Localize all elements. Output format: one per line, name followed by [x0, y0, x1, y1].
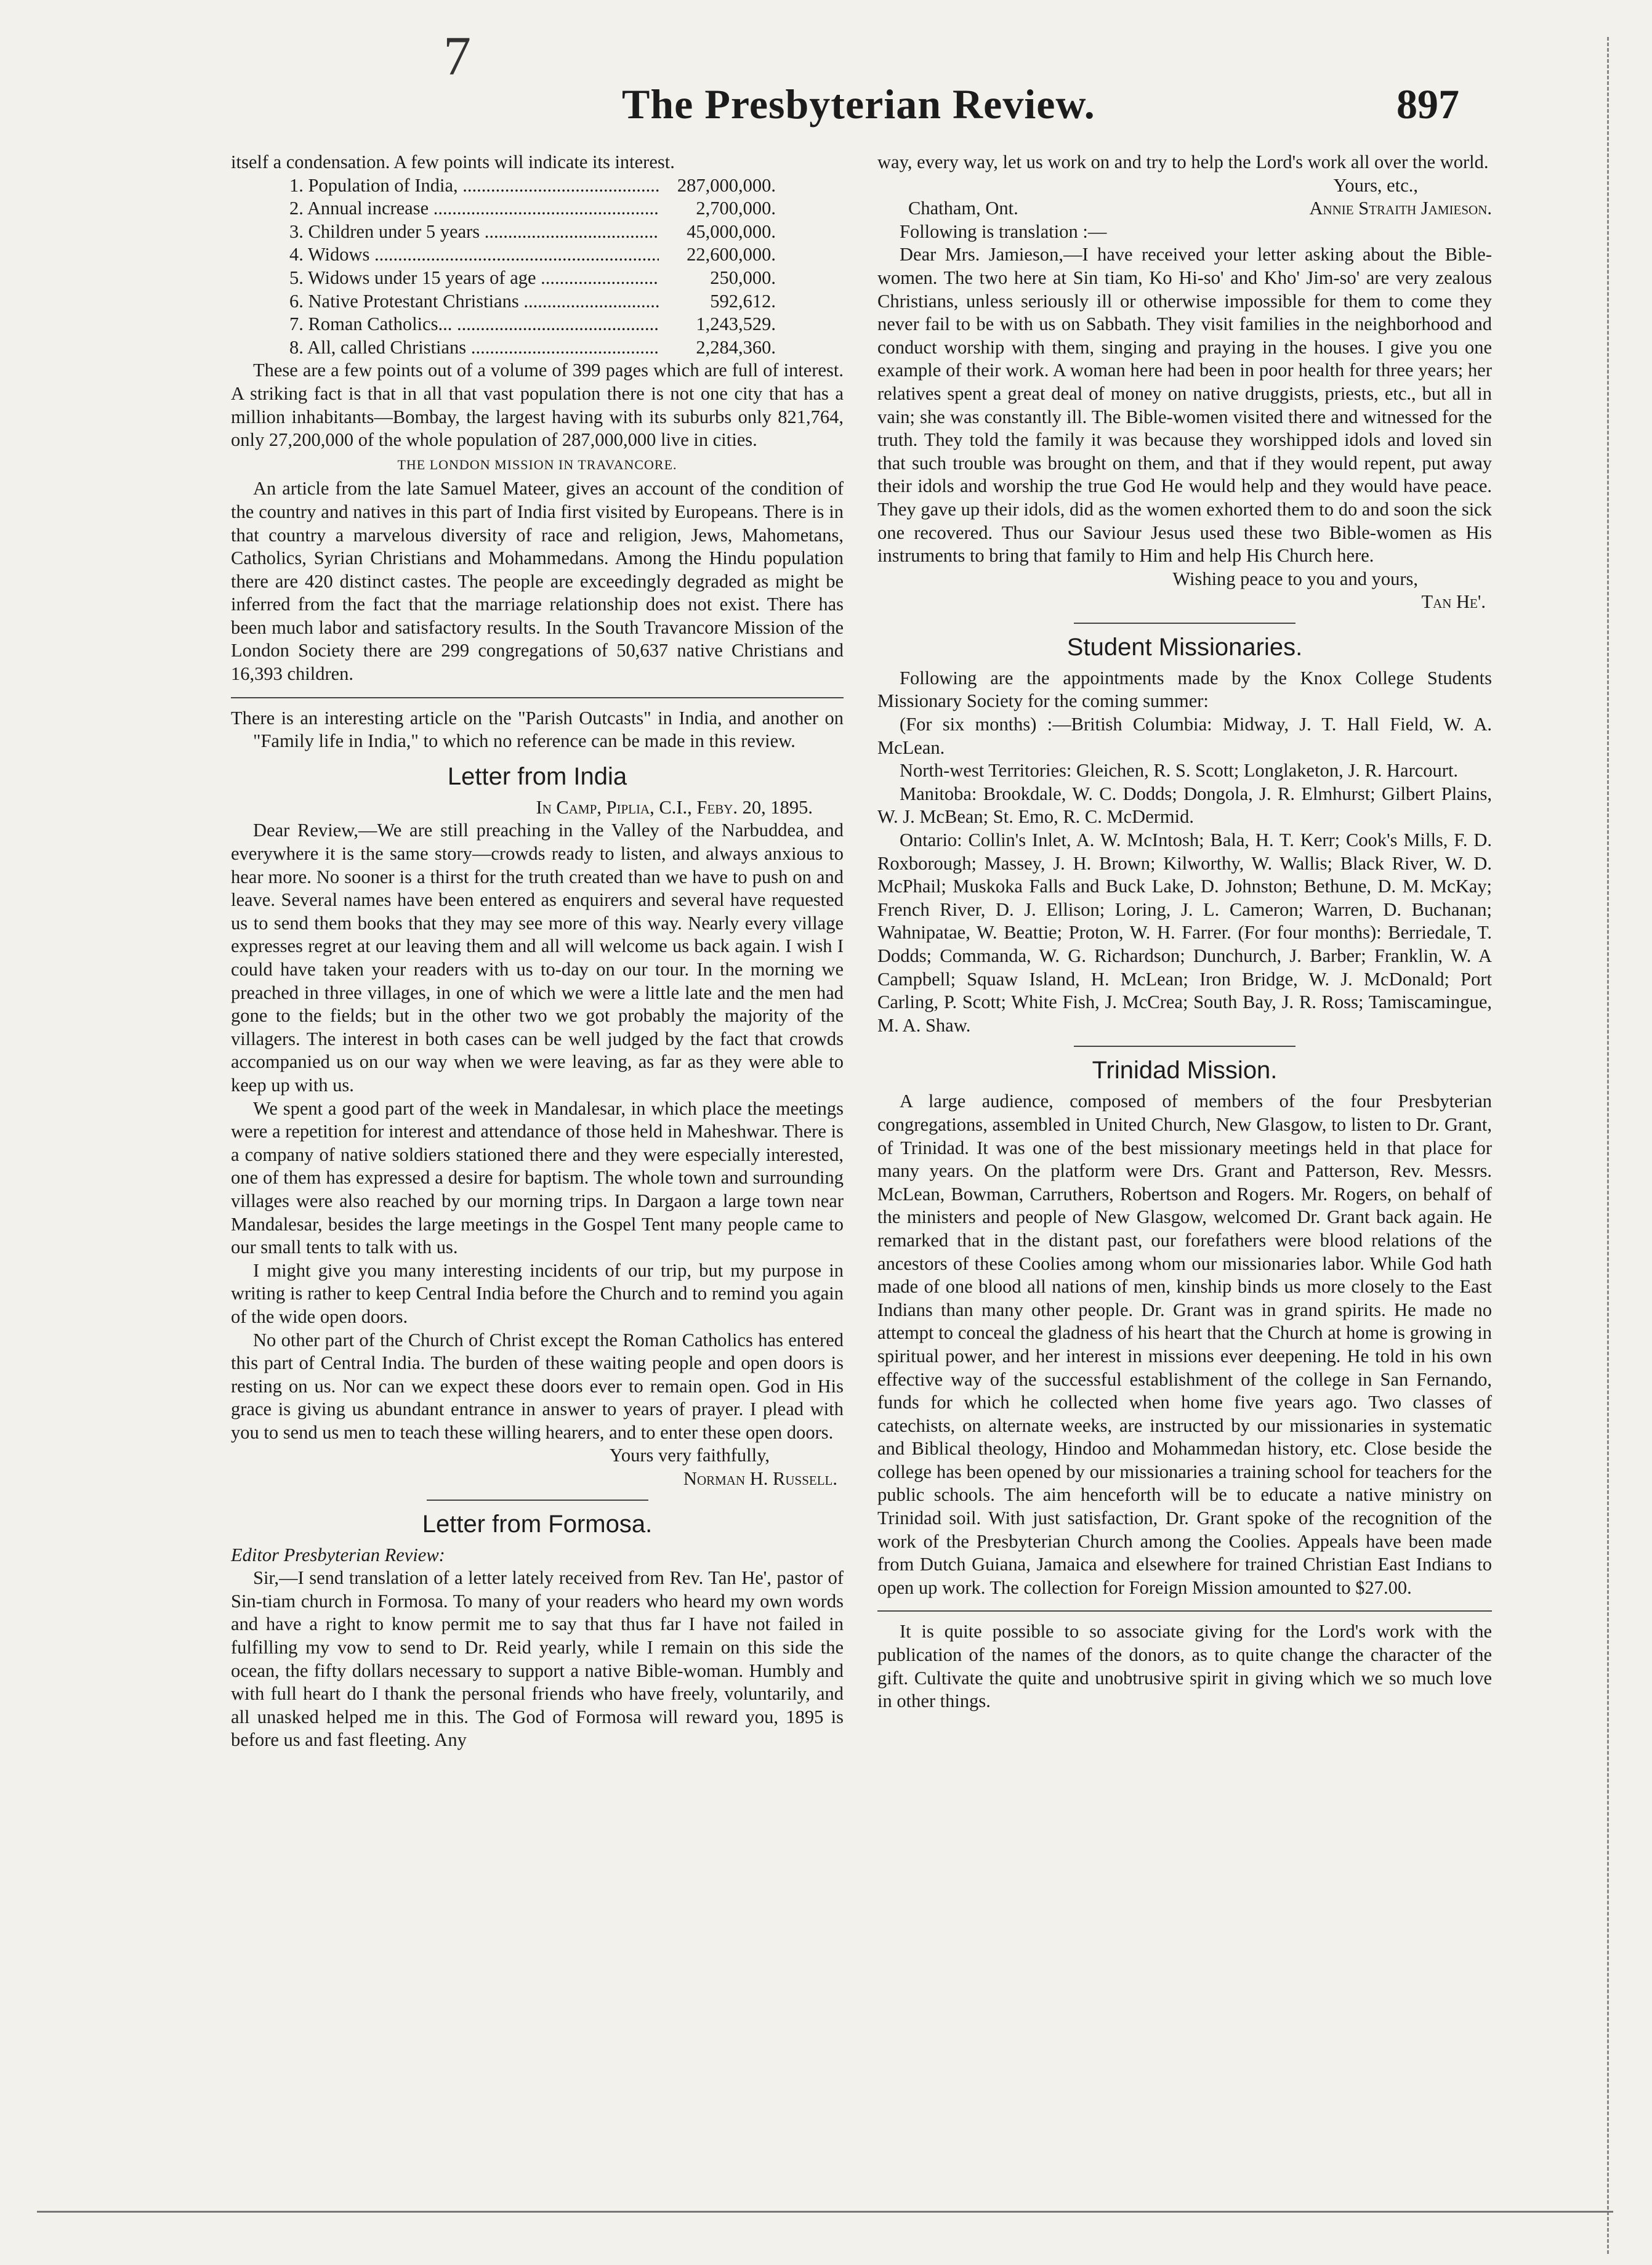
- stat-label: 8. All, called Christians .....: [289, 336, 659, 360]
- stat-value: 2,284,360.: [696, 336, 776, 358]
- stat-label: 5. Widows under 15 years of age .....: [289, 267, 659, 290]
- page-number: 897: [1396, 81, 1459, 127]
- body-paragraph: Ontario: Collin's Inlet, A. W. McIntosh; Bala, H. T. Kerr; Cook's Mills, F. D. Roxborough; Massey, J. H. Brown; Kilworthy, W. Wallis; Black River, W. D. McPhail; Muskoka Falls and Buck Lake, D. Johnston; Bethune, D. M. McKay; French River, D. J. Ellison; Loring, J. L. Cameron; Warren, D. Buchanan; Wahnipatae, W. Beattie; Proton, W. H. Farrer. (For four months): Berriedale, T. Dodds; Commanda, W. G. Richardson; Dunchurch, J. Barber; Franklin, W. A Campbell; Squaw Island, H. McLean; Iron Bridge, W. J. McDonald; Port Carling, P. Scott; White Fish, J. McCrea; South Bay, J. R. Ross; Tamiscamingue, M. A. Shaw.: [877, 830, 1492, 1036]
- stat-row: [289, 336, 776, 360]
- stat-label: 2. Annual increase .....: [289, 197, 659, 220]
- right-column: [877, 151, 1492, 1713]
- body-paragraph: A large audience, composed of members of the four Presbyterian congregations, assembled in United Church, New Glasgow, to listen to Dr. Grant, of Trinidad. It was one of the best missionary meetings held in that place for many years. On the platform were Drs. Grant and Patterson, Rev. Messrs. McLean, Bowman, Carruthers, Robertson and Rogers. Mr. Rogers, on behalf of the ministers and people of New Glasgow, welcomed Dr. Grant back again. He remarked that in the distant past, our forefathers were blood relations of the ancestors of these Coolies among whom our missionaries labor. While God hath made of one blood all nations of men, kinship binds us more closely to the East Indians than many other people. Dr. Grant was in grand spirits. He made no attempt to conceal the gladness of his heart that the Church at home is growing in spiritual power, and her interest in missions ever deepening. He told in his own effective way of the successful establishment of the college in San Fernando, funds for which he collected when home five years ago. Two classes of catechists, on alternate weeks, are instructed by our missionaries in systematic and Biblical theology, Hindoo and Mohammedan history, etc. Close beside the college has been opened by our missionaries a training school for teachers for the public schools. The aim henceforth will be to educate a native ministry on Trinidad soil. With just satisfaction, Dr. Grant spoke of the recognition of the work of the Presbyterian Church among the Coolies. Appeals have been made from Dutch Guiana, Jamaica and elsewhere for trained Christian East Indians to open up work. The collection for Foreign Mission amounted to $27.00.: [877, 1091, 1492, 1598]
- stat-value: 45,000,000.: [687, 220, 776, 242]
- stat-row: [289, 197, 776, 220]
- stat-label: 1. Population of India, .....: [289, 174, 659, 198]
- section-title-letter-from-india: Letter from India: [447, 762, 627, 790]
- stat-label: 3. Children under 5 years .....: [289, 220, 659, 244]
- body-paragraph: Dear Mrs. Jamieson,—I have received your letter asking about the Bible-women. The two here at Sin tiam, Ko Hi-so' and Kho' Jim-so' are very zealous Christians, unless seriously ill or otherwise impossible for them to come they never fail to be with us on Sabbath. They visit families in the neighborhood and conduct worship with them, singing and praying in the houses. I give you one example of their work. A woman here had been in poor health for three years; her relatives spent a great deal of money on native druggists, priests, etc., but all in vain; she was constantly ill. The Bible-women visited there and witnessed for the truth. They told the family it was because they worshipped idols and loved sin that such trouble was brought on them, and that if they would repent, put away their idols and worship the true God He would help and they would have peace. They gave up their idols, did as the women exhorted them to do and soon the sick one recovered. Thus our Saviour Jesus used these two Bible-women as His instruments to bring that family to Him and help His Church here.: [877, 244, 1492, 567]
- stat-label: 7. Roman Catholics... .....: [289, 313, 659, 336]
- handwritten-mark: 7: [443, 26, 471, 87]
- stat-value: 592,612.: [710, 290, 776, 312]
- dateline: In Camp, Piplia, C.I., Feby. 20, 1895.: [536, 796, 813, 818]
- stat-row: [289, 290, 776, 313]
- stat-label: 6. Native Protestant Christians .....: [289, 290, 659, 313]
- body-paragraph: way, every way, let us work on and try to help the Lord's work all over the world.: [877, 151, 1489, 172]
- body-paragraph: Sir,—I send translation of a letter lately received from Rev. Tan He', pastor of Sin-tiam church in Formosa. To many of your readers who heard my own words and have a right to know permit me to say that thus far I have not failed in fulfilling my vow to send to Dr. Reid yearly, while I remain on this side the ocean, the fifty dollars necessary to support a native Bible-woman. Humbly and with full heart do I thank the personal friends who have freely, voluntarily, and all unasked helped me in this. The God of Formosa will reward you, 1895 is before us and fast fleeting. Any: [231, 1567, 844, 1751]
- body-paragraph: These are a few points out of a volume of 399 pages which are full of interest. A striking fact is that in all that vast population there is not one city that has a million inhabitants—Bombay, the largest having with its suburbs only 821,764, only 27,200,000 of the whole population of 287,000,000 live in cities.: [231, 360, 844, 451]
- signature: Annie Straith Jamieson.: [1309, 198, 1492, 219]
- stat-value: 1,243,529.: [696, 313, 776, 335]
- intro-line: itself a condensation. A few points will indicate its interest.: [231, 151, 675, 172]
- stat-row: [289, 220, 776, 244]
- stat-row: [289, 243, 776, 267]
- statistics-list: [289, 174, 844, 360]
- left-column: [231, 151, 844, 1752]
- place: Chatham, Ont.: [908, 198, 1018, 219]
- stat-row: [289, 267, 776, 290]
- stat-value: 250,000.: [710, 267, 776, 288]
- stat-value: 287,000,000.: [677, 174, 776, 196]
- stat-value: 2,700,000.: [696, 198, 776, 219]
- body-paragraph: Dear Review,—We are still preaching in the Valley of the Narbuddea, and everywhere it is the same story—crowds ready to listen, and always anxious to hear more. No sooner is a thirst for the truth created than we have to push on and leave. Several names have been entered as enquirers and several have requested us to send them books that they may see more of this way. Nearly every village expresses regret at our leaving them and all will welcome us back again. I wish I could have taken your readers with us to-day on our tour. In the morning we preached in three villages, in one of which we were a little late and the men had gone to the fields; but in the other two we got probably the majority of the villagers. The interest in both cases can be well judged by the fact that crowds accompanied us on our way when we were leaving, as far as they were able to keep up with us.: [231, 820, 844, 1096]
- stat-row: [289, 313, 776, 336]
- subheading: THE LONDON MISSION IN TRAVANCORE.: [397, 456, 677, 472]
- body-paragraph: An article from the late Samuel Mateer, gives an account of the condition of the country and natives in this part of India first visited by Europeans. There is in that country a marvelous diversity of race and religion, Jews, Mahometans, Catholics, Syrian Christians and Mohammedans. Among the Hindu population there are 420 distinct castes. The people are exceedingly degraded as might be inferred from the fact that the marriage relationship does not exist. There has been much labor and satisfactory results. In the South Travancore Mission of the London Society there are 299 congregations of 50,637 native Christians and 16,393 children.: [231, 478, 844, 685]
- publication-title: The Presbyterian Review.: [622, 81, 1095, 127]
- signature-row: [877, 197, 1492, 220]
- stat-value: 22,600,000.: [687, 244, 776, 265]
- section-title-student-missionaries: Student Missionaries.: [1066, 633, 1303, 661]
- body-paragraph: Following is translation :—: [900, 220, 1107, 242]
- page-header: [622, 80, 1459, 135]
- body-paragraph: We spent a good part of the week in Mandalesar, in which place the meetings were a repetition for interest and attendance of those held in Maheshwar. There is a company of native soldiers stationed there and they were especially interested, one of them has expressed a desire for baptism. The whole town and surrounding villages were also reached by our morning trips. In Dargaon a large town near Mandalesar, besides the large meetings in the Gospel Tent many people came to our small tents to talk with us.: [231, 1097, 844, 1258]
- body-paragraph: I might give you many interesting incidents of our trip, but my purpose in writing is rather to keep Central India before the Church and to remind you again of the wide open doors.: [231, 1259, 844, 1327]
- salutation: Editor Presbyterian Review:: [231, 1544, 445, 1565]
- body-paragraph: Following are the appointments made by the Knox College Students Missionary Society for the coming summer:: [877, 667, 1492, 712]
- body-paragraph: (For six months) :—British Columbia: Midway, J. T. Hall Field, W. A. McLean.: [877, 714, 1492, 758]
- body-paragraph: It is quite possible to so associate giving for the Lord's work with the publication of the names of the donors, as to quite change the character of the gift. Cultivate the quite and unobtrusive spirit in giving which we so much love in other things.: [877, 1621, 1492, 1712]
- section-title-trinidad-mission: Trinidad Mission.: [1092, 1057, 1278, 1084]
- closing: Wishing peace to you and yours,: [1172, 568, 1418, 589]
- body-paragraph: Manitoba: Brookdale, W. C. Dodds; Dongola, J. R. Elmhurst; Gilbert Plains, W. J. McBean; St. Emo, R. C. McDermid.: [877, 783, 1492, 828]
- divider: [877, 1610, 1492, 1612]
- signature: Tan He'.: [1421, 591, 1486, 613]
- divider: [231, 697, 844, 698]
- stat-label: 4. Widows .....: [289, 243, 659, 267]
- section-title-letter-from-formosa: Letter from Formosa.: [422, 1510, 653, 1538]
- closing: Yours very faithfully,: [609, 1445, 770, 1466]
- torn-right-edge: [1607, 37, 1634, 2254]
- signature: Norman H. Russell.: [683, 1468, 837, 1490]
- divider: [1074, 623, 1295, 624]
- body-paragraph: No other part of the Church of Christ except the Roman Catholics has entered this part of Central India. The burden of these waiting people and open doors is resting on us. Nor can we expect these doors ever to remain open. God in His grace is giving us abundant entrance in answer to years of prayer. I plead with you to send us men to teach these willing hearers, and to enter these open doors.: [231, 1329, 844, 1443]
- divider: [427, 1500, 648, 1501]
- note-paragraph: There is an interesting article on the "Parish Outcasts" in India, and another on "Family life in India," to which no reference can be made in this review.: [231, 707, 844, 752]
- body-paragraph: North-west Territories: Gleichen, R. S. Scott; Longlaketon, J. R. Harcourt.: [900, 760, 1459, 781]
- bottom-edge-line: [37, 2211, 1613, 2213]
- closing: Yours, etc.,: [1333, 174, 1418, 196]
- divider: [1074, 1046, 1295, 1047]
- stat-row: [289, 174, 776, 198]
